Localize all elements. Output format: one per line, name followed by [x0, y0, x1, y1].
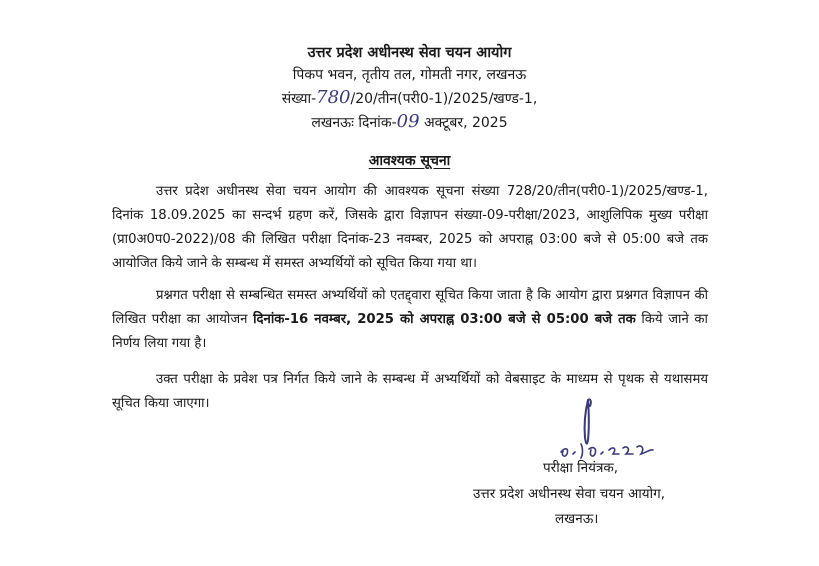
date-prefix: लखनऊः दिनांक- — [311, 115, 397, 131]
new-exam-date: दिनांक-16 नवम्बर, 2025 को अपराह्न 03:00 बजे से 05:00 बजे तक — [253, 312, 636, 327]
handwritten-ref-number: 780 — [316, 87, 351, 108]
ref-suffix: /20/तीन(परी0-1)/2025/खण्ड-1, — [350, 91, 538, 107]
signatory-city: लखनऊ। — [555, 511, 599, 527]
ref-prefix: संख्या- — [281, 91, 317, 107]
handwritten-date-day: 09 — [396, 111, 420, 132]
reference-number — [0, 89, 819, 108]
issue-date — [0, 113, 819, 132]
org-address: पिकप भवन, तृतीय तल, गोमती नगर, लखनऊ — [292, 67, 527, 83]
paragraph-2-end: किये जाने का निर्णय लिया गया है। — [112, 312, 708, 351]
signatory-organization: उत्तर प्रदेश अधीनस्थ सेवा चयन आयोग, — [473, 486, 665, 502]
paragraph-2-start: प्रश्नगत परीक्षा से सम्बन्धित समस्त अभ्यर्थियों को एतद्द्वारा सूचित किया जाता है कि आयोग द्वारा प्रश्नगत विज्ञापन की लिखित परीक्षा का आयोजन — [112, 288, 708, 327]
handwritten-signature — [555, 392, 685, 467]
paragraph-3-text: उक्त परीक्षा के प्रवेश पत्र निर्गत किये जाने के सम्बन्ध में अभ्यर्थियों को वेबसाइट के माध्यम से पृथक से यथासमय सूचित किया जाएगा। — [112, 372, 708, 411]
paragraph-1-text: उत्तर प्रदेश अधीनस्थ सेवा चयन आयोग की आवश्यक सूचना संख्या 728/20/तीन(परी0-1)/2025/खण्ड-1, दिनांक 18.09.2025 का सन्दर्भ ग्रहण करें, जिसके द्वारा विज्ञापन संख्या-09-परीक्षा/2023, आशुलिपिक मुख्य परीक्षा (प्रा0अ0प0-2022)/08 की लिखित परीक्षा दिनांक-23 नवम्बर, 2025 को अपराह्न 03:00 बजे से 05:00 बजे तक आयोजित किये जाने के सम्बन्ध में समस्त अभ्यर्थियों को सूचित किया गया था। — [112, 184, 708, 271]
paragraph-2 — [112, 284, 708, 356]
org-title: उत्तर प्रदेश अधीनस्थ सेवा चयन आयोग — [307, 45, 512, 61]
notice-heading: आवश्यक सूचना — [368, 153, 451, 169]
signatory-designation: परीक्षा नियंत्रक, — [543, 460, 619, 476]
paragraph-1 — [112, 180, 708, 276]
date-suffix: अक्टूबर, 2025 — [419, 115, 508, 131]
